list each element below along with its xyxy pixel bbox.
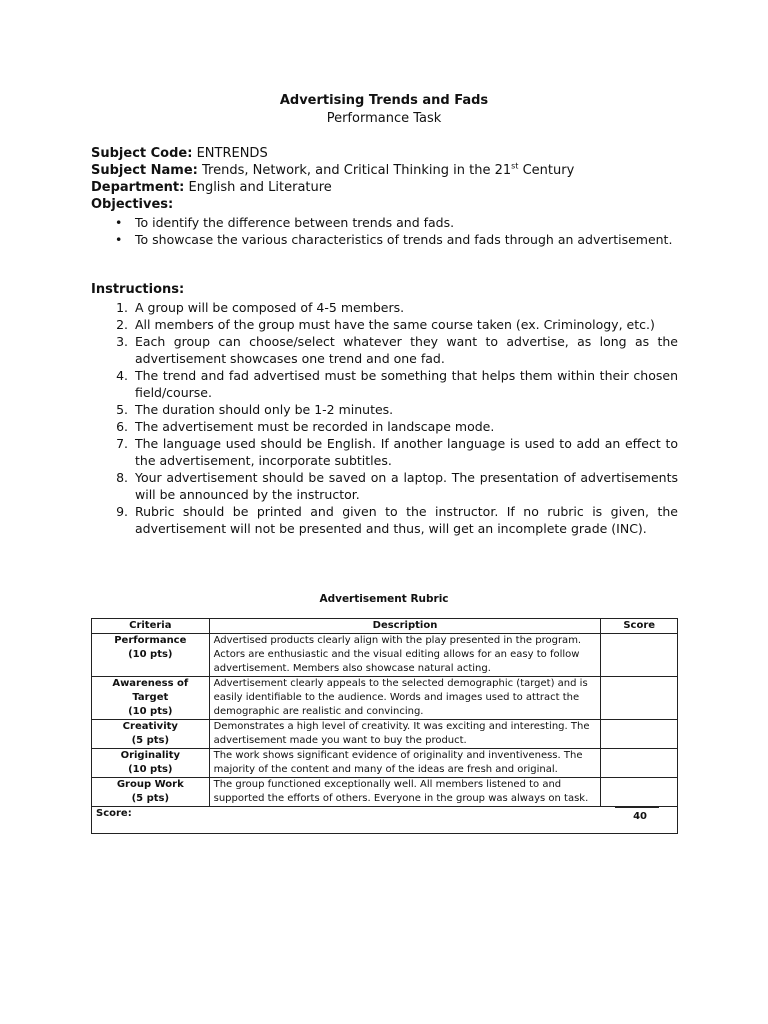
- subject-name-value: [202, 163, 574, 178]
- rubric-row: [92, 749, 678, 778]
- instruction-number: 9.: [116, 504, 128, 519]
- description-header: Description: [209, 619, 601, 634]
- instructions-list: [110, 299, 678, 537]
- objective-item: [115, 231, 672, 248]
- criteria-name: Originality: [120, 750, 181, 761]
- objective-text: To showcase the various characteristics of trends and fads through an advertisement.: [135, 232, 673, 247]
- instruction-number: 3.: [116, 334, 128, 349]
- subject-code-value: ENTRENDS: [196, 146, 268, 161]
- bullet-icon: •: [115, 215, 123, 230]
- instruction-text: The duration should only be 1-2 minutes.: [135, 402, 394, 417]
- criteria-cell: [92, 778, 210, 807]
- criteria-points: (10 pts): [128, 706, 173, 717]
- subject-info: [91, 145, 574, 213]
- rubric-title: Advertisement Rubric: [319, 593, 449, 605]
- criteria-name: Performance: [114, 635, 187, 646]
- department-row: [91, 179, 574, 196]
- criteria-name: Group Work: [116, 779, 184, 790]
- subject-name-row: [91, 162, 574, 179]
- objectives-list: [115, 214, 672, 248]
- instruction-number: 4.: [116, 368, 128, 383]
- document-title: Advertising Trends and Fads: [279, 93, 489, 108]
- subject-name-tail: Century: [522, 163, 575, 178]
- instruction-text: A group will be composed of 4-5 members.: [135, 300, 405, 315]
- score-cell[interactable]: [601, 749, 678, 778]
- objectives-label: Objectives:: [91, 197, 174, 212]
- subject-code-row: [91, 145, 574, 162]
- instruction-text: The trend and fad advertised must be something that helps them within their chosen field/course.: [135, 368, 678, 400]
- instruction-text: The language used should be English. If another language is used to add an effect to the advertisement, incorporate subtitles.: [135, 436, 678, 468]
- department-label: Department:: [91, 180, 185, 195]
- criteria-name: Creativity: [122, 721, 178, 732]
- score-header: Score: [601, 619, 678, 634]
- objectives-heading: [91, 196, 574, 213]
- total-score-area: [96, 807, 673, 833]
- total-score-cell: [92, 807, 678, 834]
- instruction-text: Each group can choose/select whatever they want to advertise, as long as the advertisement showcases one trend and one fad.: [135, 334, 678, 366]
- instruction-item: [110, 299, 678, 316]
- description-cell: The work shows significant evidence of originality and inventiveness. The majority of the content and many of the ideas are fresh and original.: [209, 749, 601, 778]
- criteria-points: (5 pts): [131, 793, 170, 804]
- description-cell: Advertised products clearly align with the play presented in the program. Actors are enthusiastic and the visual editing allows for an easy to follow advertisement. Members also showcase natural acting.: [209, 634, 601, 677]
- criteria-points: (5 pts): [131, 735, 170, 746]
- instruction-item: [110, 333, 678, 367]
- criteria-points: (10 pts): [128, 764, 173, 775]
- criteria-name-cont: Target: [132, 692, 169, 703]
- instruction-item: [110, 435, 678, 469]
- department-value: English and Literature: [188, 180, 332, 195]
- bullet-icon: •: [115, 232, 123, 247]
- objective-item: [115, 214, 672, 231]
- subject-name-text: Trends, Network, and Critical Thinking in the 21: [202, 163, 512, 178]
- total-points: 40: [633, 811, 647, 822]
- instructions-heading: Instructions:: [91, 282, 185, 297]
- subject-name-label: Subject Name:: [91, 163, 198, 178]
- rubric-row: [92, 677, 678, 720]
- instruction-number: 2.: [116, 317, 128, 332]
- instruction-number: 5.: [116, 402, 128, 417]
- criteria-cell: [92, 720, 210, 749]
- score-cell[interactable]: [601, 778, 678, 807]
- criteria-name: Awareness of: [112, 678, 189, 689]
- criteria-cell: [92, 749, 210, 778]
- instruction-number: 1.: [116, 300, 128, 315]
- rubric-row: [92, 634, 678, 677]
- score-cell[interactable]: [601, 677, 678, 720]
- instruction-item: [110, 367, 678, 401]
- instruction-text: Rubric should be printed and given to the instructor. If no rubric is given, the advertisement will not be presented and thus, will get an incomplete grade (INC).: [135, 504, 678, 536]
- criteria-cell: [92, 677, 210, 720]
- instruction-item: [110, 469, 678, 503]
- score-blank-line[interactable]: [615, 807, 659, 808]
- description-cell: The group functioned exceptionally well. All members listened to and supported the efforts of others. Everyone in the group was always on task.: [209, 778, 601, 807]
- document-subtitle: Performance Task: [326, 111, 442, 126]
- criteria-cell: [92, 634, 210, 677]
- instruction-item: [110, 503, 678, 537]
- rubric-row: [92, 778, 678, 807]
- criteria-points: (10 pts): [128, 649, 173, 660]
- instruction-item: [110, 401, 678, 418]
- score-cell[interactable]: [601, 634, 678, 677]
- instruction-item: [110, 418, 678, 435]
- instruction-number: 6.: [116, 419, 128, 434]
- subject-name-superscript: st: [511, 161, 519, 171]
- total-score-row: [92, 807, 678, 834]
- score-label: Score:: [96, 808, 132, 819]
- subject-code-label: Subject Code:: [91, 146, 193, 161]
- score-cell[interactable]: [601, 720, 678, 749]
- instruction-text: All members of the group must have the same course taken (ex. Criminology, etc.): [135, 317, 655, 332]
- rubric-row: [92, 720, 678, 749]
- criteria-header: Criteria: [92, 619, 210, 634]
- description-cell: Advertisement clearly appeals to the selected demographic (target) and is easily identifiable to the audience. Words and images used to attract the demographic are realistic and convincing.: [209, 677, 601, 720]
- instruction-number: 7.: [116, 436, 128, 451]
- rubric-table: [91, 618, 678, 834]
- objective-text: To identify the difference between trends and fads.: [135, 215, 455, 230]
- instruction-number: 8.: [116, 470, 128, 485]
- rubric-header-row: [92, 619, 678, 634]
- instruction-text: Your advertisement should be saved on a laptop. The presentation of advertisements will be announced by the instructor.: [135, 470, 678, 502]
- instruction-text: The advertisement must be recorded in landscape mode.: [135, 419, 495, 434]
- instruction-item: [110, 316, 678, 333]
- description-cell: Demonstrates a high level of creativity. It was exciting and interesting. The advertisement made you want to buy the product.: [209, 720, 601, 749]
